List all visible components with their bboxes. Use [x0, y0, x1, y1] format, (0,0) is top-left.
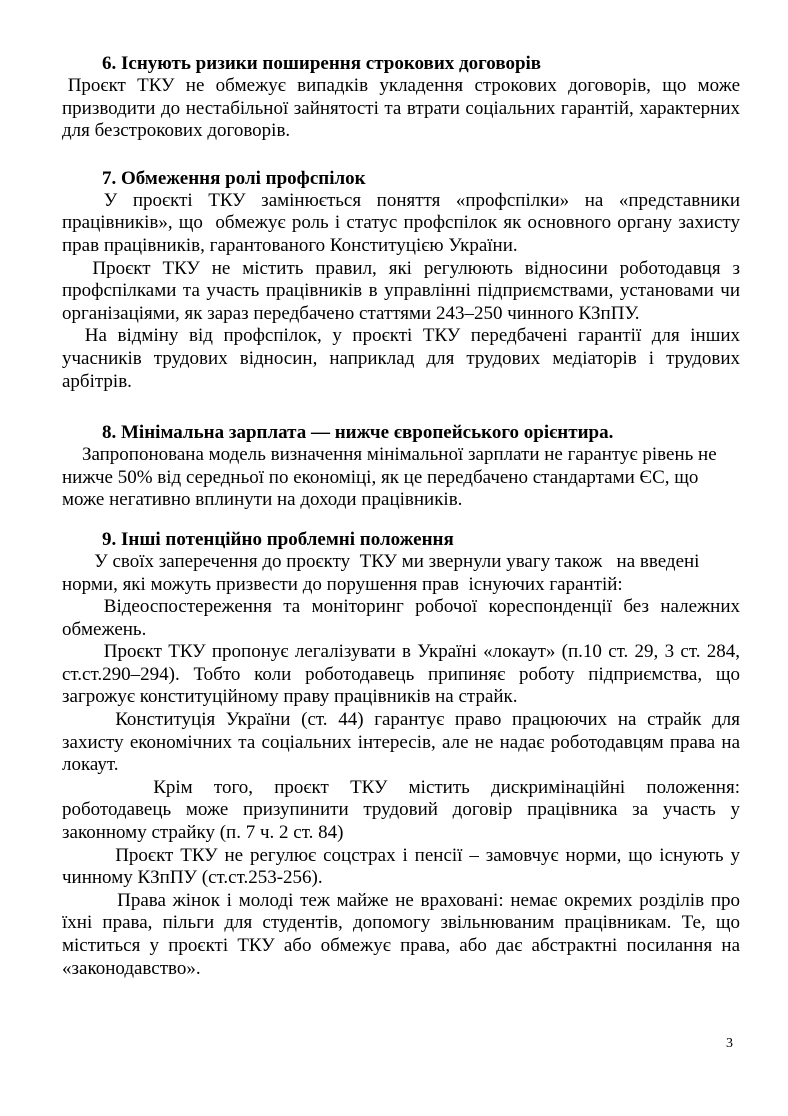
section-7-paragraph: Проєкт ТКУ не містить правил, які регулюють відносини роботодавця з профспілками та участь працівників в управлінні підприємствами, установами чи організаціями, як зараз передбачено статтями 243–250 чинного КЗпПУ. — [62, 257, 745, 324]
section-9-paragraph: Відеоспостереження та моніторинг робочої кореспонденції без належних обмежень. — [62, 596, 745, 640]
section-6-heading: 6. Існують ризики поширення строкових договорів — [102, 53, 542, 74]
page-number: 3 — [726, 1036, 733, 1051]
section-7-paragraph: У проєкті ТКУ замінюється поняття «профспілки» на «представники працівників», що обмежує роль і статус профспілок як основного органу захисту прав працівників, гарантованого Конституцією України. — [62, 189, 745, 256]
section-9-heading: 9. Інші потенційно проблемні положення — [102, 528, 454, 550]
section-9-paragraph: У своїх заперечення до проєкту ТКУ ми звернули увагу також на введені норми, які можуть призвести до порушення прав існуючих гарантій: — [62, 550, 705, 595]
section-6-paragraph: Проєкт ТКУ не обмежує випадків укладення строкових договорів, що може призводити до нестабільної зайнятості та втрати соціальних гарантій, характерних для безстрокових договорів. — [62, 75, 745, 142]
section-6 — [62, 52, 745, 143]
section-8-heading: 8. Мінімальна зарплата — нижче європейського орієнтира. — [102, 422, 614, 444]
section-7-paragraph: На відміну від профспілок, у проєкті ТКУ передбачені гарантії для інших учасників трудових відносин, наприклад для трудових медіаторів і трудових арбітрів. — [62, 325, 745, 392]
section-7 — [62, 167, 745, 393]
section-9 — [62, 528, 745, 980]
section-9-paragraph: Конституція України (ст. 44) гарантує право працюючих на страйк для захисту економічних та соціальних інтересів, але не надає роботодавцям права на локаут. — [62, 709, 745, 776]
section-9-paragraph: Права жінок і молоді теж майже не враховані: немає окремих розділів про їхні права, пільги для студентів, допомогу звільнюваним працівникам. Те, що міститься у проєкті ТКУ або обмежує права, або дає абстрактні посилання на «законодавство». — [62, 889, 745, 979]
section-9-paragraph: Проєкт ТКУ пропонує легалізувати в Україні «локаут» (п.10 ст. 29, 3 ст. 284, ст.ст.290–294). Тобто коли роботодавець припиняє роботу підприємства, що загрожує конституційному праву працівників на страйк. — [62, 641, 745, 708]
section-8 — [62, 421, 740, 512]
section-9-paragraph: Проєкт ТКУ не регулює соцстрах і пенсії – замовчує норми, що існують у чинному КЗпПУ (ст.ст.253-256). — [62, 844, 745, 889]
section-9-paragraph: Крім того, проєкт ТКУ містить дискримінаційні положення: роботодавець може призупинити трудовий договір працівника за участь у законному страйку (п. 7 ч. 2 ст. 84) — [62, 776, 745, 844]
section-7-heading: 7. Обмеження ролі профспілок — [102, 167, 366, 189]
section-8-paragraph: Запропонована модель визначення мінімальної зарплати не гарантує рівень не нижче 50% від середньої по економіці, як це передбачено стандартами ЄС, що може негативно вплинути на доходи працівників. — [62, 444, 722, 511]
